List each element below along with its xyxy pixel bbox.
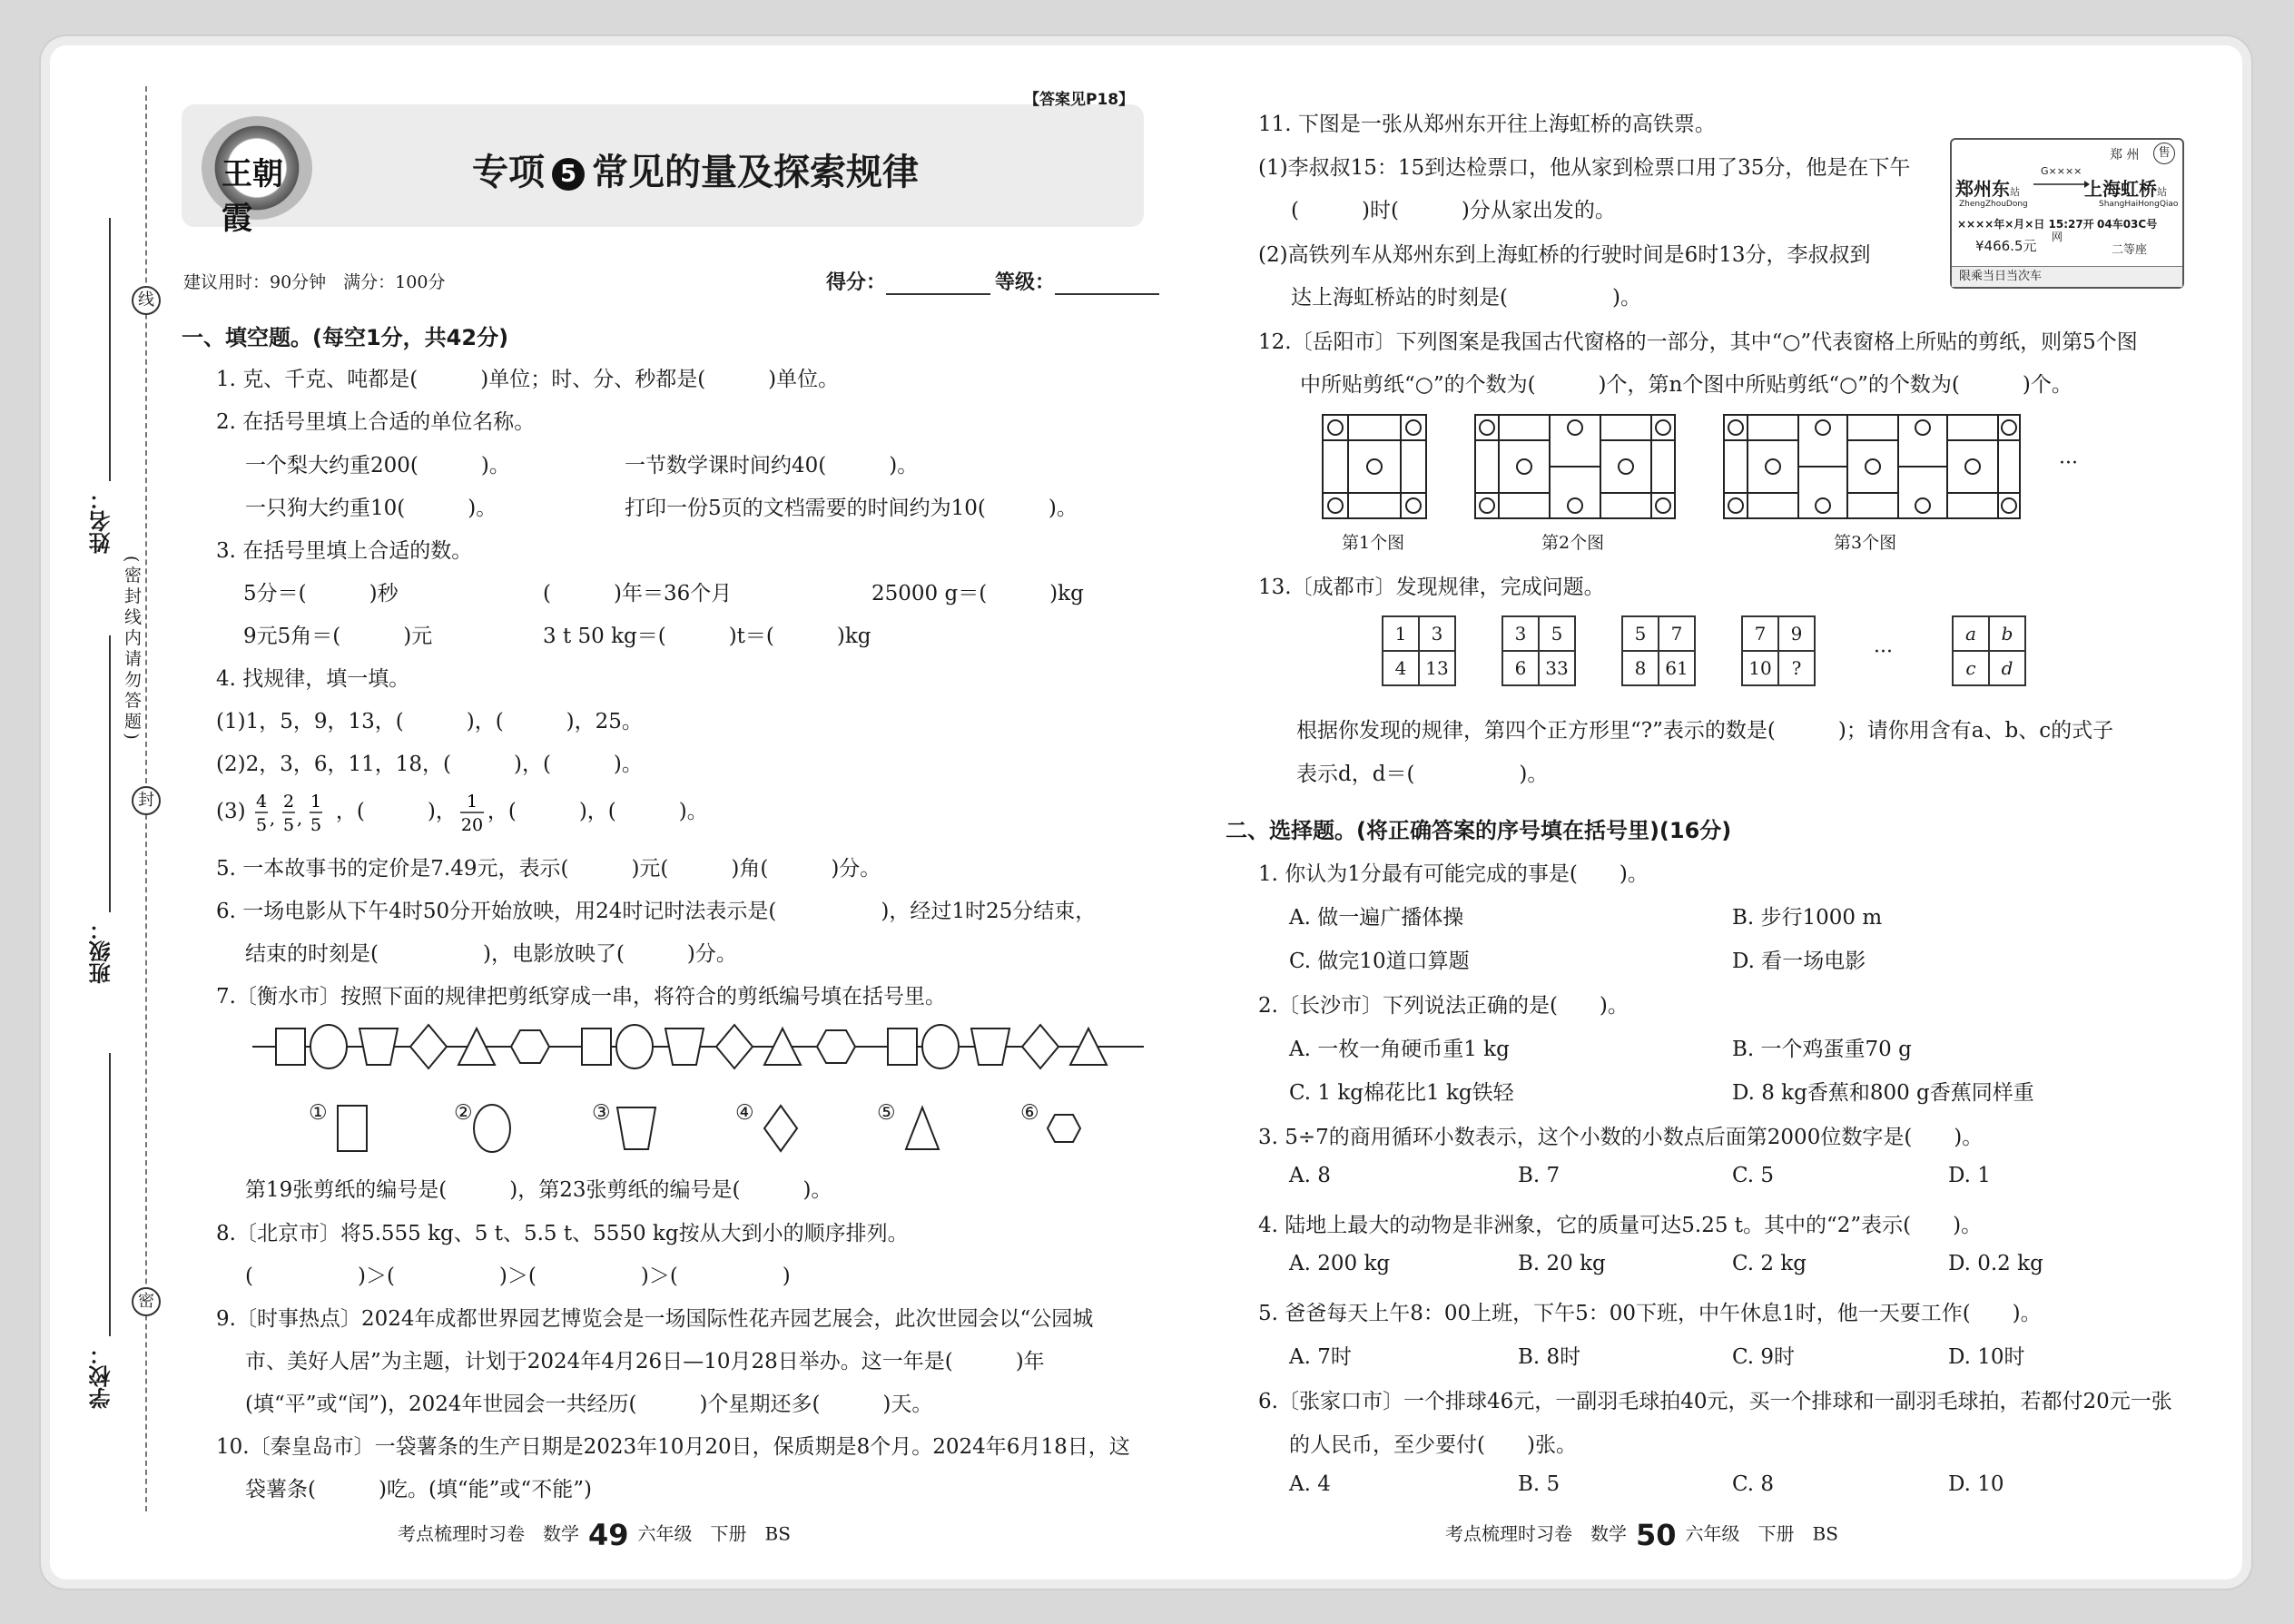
question-4: 4. 找规律，填一填。 bbox=[216, 667, 410, 691]
title-number: 5 bbox=[552, 158, 585, 191]
question-13b: 根据你发现的规律，第四个正方形里“?”表示的数是( )；请你用含有a、b、c的式子 bbox=[1296, 719, 2114, 743]
cell: 7 bbox=[1659, 616, 1695, 651]
title-prefix: 专项 bbox=[472, 152, 545, 193]
choice-4-c: C. 2 kg bbox=[1732, 1252, 1807, 1275]
cell: 5 bbox=[1622, 616, 1659, 651]
question-2d: 打印一份5页的文档需要的时间约为10( )。 bbox=[625, 497, 1078, 520]
section-choice: 二、选择题。(将正确答案的序号填在括号里)(16分) bbox=[1226, 818, 1732, 843]
option-label-2: ② bbox=[454, 1101, 473, 1125]
question-8: 8.〔北京市〕将5.555 kg、5 t、5.5 t、5550 kg按从大到小的顺序排列。 bbox=[216, 1222, 909, 1245]
cell: 1 bbox=[1383, 616, 1419, 651]
choice-5: 5. 爸爸每天上午8：00上班，下午5：00下班，中午休息1时，他一天要工作( )。 bbox=[1258, 1302, 2042, 1325]
choice-6b: 的人民币，至少要付( )张。 bbox=[1289, 1433, 1577, 1457]
option-label-4: ④ bbox=[735, 1101, 754, 1125]
question-12b: 中所贴剪纸“○”的个数为( )个，第n个图中所贴剪纸“○”的个数为( )个。 bbox=[1300, 373, 2072, 397]
choice-1: 1. 你认为1分最有可能完成的事是( )。 bbox=[1258, 862, 1649, 886]
choice-1-c: C. 做完10道口算题 bbox=[1289, 950, 1470, 973]
cell: b bbox=[1989, 616, 2025, 651]
choice-2-d: D. 8 kg香蕉和800 g香蕉同样重 bbox=[1732, 1081, 2034, 1105]
svg-text:5: 5 bbox=[255, 815, 267, 835]
question-6b: 结束的时刻是( )，电影放映了( )分。 bbox=[245, 942, 737, 966]
chain-oval bbox=[310, 1025, 347, 1068]
cell: 33 bbox=[1539, 651, 1575, 685]
choice-6-d: D. 10 bbox=[1948, 1472, 2004, 1496]
question-2c: 一只狗大约重10( )。 bbox=[245, 497, 497, 520]
svg-text:1: 1 bbox=[310, 792, 321, 812]
fraction-sequence bbox=[252, 790, 336, 835]
chain-trapezoid bbox=[359, 1029, 398, 1065]
choice-5-a: A. 7时 bbox=[1289, 1345, 1352, 1369]
footer-left-grade: 六年级 下册 BS bbox=[637, 1522, 791, 1545]
question-13c: 表示d，d＝( )。 bbox=[1296, 763, 1549, 786]
question-11d: 达上海虹桥站的时刻是( )。 bbox=[1291, 286, 1641, 310]
question-4b: (2)2，3，6，11，18，( )，( )。 bbox=[216, 753, 643, 776]
svg-text:5: 5 bbox=[282, 815, 294, 835]
question-2b: 一节数学课时间约40( )。 bbox=[625, 454, 919, 477]
cell: 4 bbox=[1383, 651, 1419, 685]
question-8b: ( )＞( )＞( )＞( ) bbox=[245, 1265, 791, 1288]
page-title bbox=[472, 143, 919, 195]
logo-text: 王朝霞 bbox=[222, 156, 283, 237]
number-square-general bbox=[1952, 615, 2026, 686]
grade-label: 等级： bbox=[995, 271, 1056, 294]
number-square-3 bbox=[1621, 615, 1696, 686]
option-label-3: ③ bbox=[592, 1101, 611, 1125]
question-3e: 3 t 50 kg＝( )t＝( )kg bbox=[543, 625, 871, 648]
choice-3-c: C. 5 bbox=[1732, 1164, 1775, 1187]
ticket-footer: 限乘当日当次车 bbox=[1952, 266, 2182, 287]
option-label-6: ⑥ bbox=[1020, 1101, 1039, 1125]
from-suffix: 站 bbox=[2010, 186, 2020, 198]
option-4-diamond bbox=[764, 1106, 797, 1151]
seal-note: (密封线内请勿答题) bbox=[122, 556, 142, 743]
option-label-5: ⑤ bbox=[877, 1101, 896, 1125]
question-13: 13.〔成都市〕发现规律，完成问题。 bbox=[1258, 576, 1605, 599]
grade-field bbox=[995, 267, 1159, 295]
question-11a: (1)李叔叔15：15到达检票口，他从家到检票口用了35分，他是在下午 bbox=[1258, 156, 1911, 180]
svg-text:2: 2 bbox=[282, 792, 294, 812]
pattern-label-3: 第3个图 bbox=[1834, 533, 1897, 553]
ticket-car: 04车03C号 bbox=[2097, 218, 2158, 231]
cell: 9 bbox=[1778, 616, 1815, 651]
q4c-suffix: ，( )，( )。 bbox=[487, 800, 708, 823]
choice-6a: 6.〔张家口市〕一个排球46元，一副羽毛球拍40元，买一个排球和一副羽毛球拍，若都付20元一张 bbox=[1258, 1390, 2172, 1413]
svg-text:,: , bbox=[296, 809, 302, 829]
question-3d: 9元5角＝( )元 bbox=[243, 625, 433, 648]
cell: 3 bbox=[1419, 616, 1455, 651]
cell: d bbox=[1989, 651, 2025, 685]
cell: 6 bbox=[1502, 651, 1539, 685]
question-11: 11. 下图是一张从郑州东开往上海虹桥的高铁票。 bbox=[1258, 113, 1716, 136]
score-field bbox=[826, 267, 990, 295]
question-5: 5. 一本故事书的定价是7.49元，表示( )元( )角( )分。 bbox=[216, 857, 881, 881]
fraction-one-twentieth bbox=[457, 790, 487, 835]
window-patterns bbox=[1321, 413, 2065, 522]
school-line bbox=[109, 1053, 111, 1336]
page-number-left: 49 bbox=[588, 1518, 629, 1552]
train-ticket bbox=[1950, 138, 2184, 289]
pattern-label-1: 第1个图 bbox=[1342, 533, 1405, 553]
arrow-icon bbox=[2033, 180, 2090, 189]
question-3: 3. 在括号里填上合适的数。 bbox=[216, 539, 473, 563]
cell: 3 bbox=[1502, 616, 1539, 651]
time-limit: 建议用时：90分钟 满分：100分 bbox=[183, 272, 446, 292]
question-3a: 5分＝( )秒 bbox=[243, 582, 399, 605]
choice-3-a: A. 8 bbox=[1289, 1164, 1331, 1187]
question-11b: ( )时( )分从家出发的。 bbox=[1291, 199, 1616, 222]
choice-6-b: B. 5 bbox=[1518, 1472, 1561, 1496]
cell: 61 bbox=[1659, 651, 1695, 685]
question-2: 2. 在括号里填上合适的单位名称。 bbox=[216, 410, 536, 434]
question-4a: (1)1，5，9，13，( )，( )，25。 bbox=[216, 710, 643, 733]
number-square-4 bbox=[1741, 615, 1816, 686]
option-label-1: ① bbox=[309, 1101, 328, 1125]
paper-cut-chain bbox=[252, 1017, 1144, 1098]
question-2a: 一个梨大约重200( )。 bbox=[245, 454, 510, 477]
choice-1-d: D. 看一场电影 bbox=[1732, 950, 1866, 973]
cell: 8 bbox=[1622, 651, 1659, 685]
svg-text:20: 20 bbox=[460, 815, 483, 835]
footer-left-label: 考点梳理时习卷 数学 bbox=[398, 1522, 579, 1545]
footer-right bbox=[1445, 1518, 1838, 1552]
question-9b: 市、美好人居”为主题，计划于2024年4月26日—10月28日举办。这一年是( )年 bbox=[245, 1350, 1045, 1373]
choice-1-a: A. 做一遍广播体操 bbox=[1289, 906, 1464, 930]
question-6a: 6. 一场电影从下午4时50分开始放映，用24时记时法表示是( )，经过1时25分结束， bbox=[216, 900, 1097, 923]
svg-text:,: , bbox=[269, 809, 275, 829]
name-line bbox=[109, 218, 111, 481]
seal-mark: 封 bbox=[132, 786, 161, 815]
footer-left bbox=[398, 1518, 791, 1552]
question-9a: 9.〔时事热点〕2024年成都世界园艺博览会是一场国际性花卉园艺展会，此次世园会以“公园城 bbox=[216, 1307, 1094, 1331]
choice-3-d: D. 1 bbox=[1948, 1164, 1991, 1187]
option-5-triangle bbox=[906, 1107, 939, 1149]
score-label: 得分： bbox=[826, 271, 887, 294]
choice-4-b: B. 20 kg bbox=[1518, 1252, 1606, 1275]
choice-5-b: B. 8时 bbox=[1518, 1345, 1581, 1369]
ticket-date: ××××年×月×日 15:27开 bbox=[1957, 218, 2094, 231]
answer-reference: 【答案见P18】 bbox=[1024, 91, 1135, 109]
choice-1-b: B. 步行1000 m bbox=[1732, 906, 1883, 930]
choice-4: 4. 陆地上最大的动物是非洲象，它的质量可达5.25 t。其中的“2”表示( )。 bbox=[1258, 1214, 1983, 1237]
square-ellipsis: ··· bbox=[1874, 641, 1893, 664]
footer-right-grade: 六年级 下册 BS bbox=[1685, 1522, 1838, 1545]
cell: a bbox=[1953, 616, 1989, 651]
section-fill-in: 一、填空题。(每空1分，共42分) bbox=[182, 325, 509, 350]
svg-text:1: 1 bbox=[466, 792, 478, 812]
option-1-rectangle bbox=[338, 1106, 367, 1151]
question-3b: ( )年＝36个月 bbox=[543, 582, 733, 605]
class-label: 班级： bbox=[89, 919, 114, 984]
title-text: 常见的量及探索规律 bbox=[592, 152, 919, 193]
question-10a: 10.〔秦皇岛市〕一袋薯条的生产日期是2023年10月20日，保质期是8个月。2024年6月18日，这 bbox=[216, 1435, 1130, 1459]
choice-5-c: C. 9时 bbox=[1732, 1345, 1796, 1369]
ticket-top-right: 郑 州 bbox=[2110, 148, 2140, 162]
close-mark: 密 bbox=[132, 1287, 161, 1316]
ticket-from bbox=[1955, 174, 2020, 201]
choice-2-a: A. 一枚一角硬币重1 kg bbox=[1289, 1038, 1510, 1061]
svg-text:4: 4 bbox=[255, 792, 267, 812]
to-station: 上海虹桥 bbox=[2084, 178, 2157, 200]
school-label: 学校： bbox=[89, 1343, 114, 1409]
q4c-middle: ，( )， bbox=[335, 800, 457, 823]
choice-2-b: B. 一个鸡蛋重70 g bbox=[1732, 1038, 1912, 1061]
choice-5-d: D. 10时 bbox=[1948, 1345, 2025, 1369]
pattern-ellipsis: ··· bbox=[2059, 452, 2078, 475]
paper-cut-options bbox=[300, 1098, 1098, 1162]
chain-hexagon bbox=[511, 1030, 549, 1063]
number-square-1 bbox=[1382, 615, 1456, 686]
cell: 10 bbox=[1742, 651, 1778, 685]
publisher-logo bbox=[202, 116, 312, 237]
name-label: 姓名： bbox=[89, 488, 114, 554]
question-4c bbox=[216, 790, 708, 835]
ticket-net: 网 bbox=[2052, 231, 2063, 243]
pattern-label-2: 第2个图 bbox=[1541, 533, 1605, 553]
number-square-2 bbox=[1501, 615, 1576, 686]
choice-6-c: C. 8 bbox=[1732, 1472, 1775, 1496]
cell: c bbox=[1953, 651, 1989, 685]
choice-3-b: B. 7 bbox=[1518, 1164, 1561, 1187]
cell: 13 bbox=[1419, 651, 1455, 685]
choice-4-d: D. 0.2 kg bbox=[1948, 1252, 2043, 1275]
cell: ? bbox=[1778, 651, 1815, 685]
ticket-price: ¥466.5元 bbox=[1975, 238, 2037, 254]
class-line bbox=[109, 635, 111, 912]
chain-rectangle bbox=[276, 1029, 305, 1065]
option-2-oval bbox=[474, 1105, 510, 1152]
footer-right-label: 考点梳理时习卷 数学 bbox=[1445, 1522, 1627, 1545]
question-10b: 袋薯条( )吃。(填“能”或“不能”) bbox=[245, 1478, 592, 1501]
ticket-train: G×××× bbox=[2041, 165, 2082, 177]
option-6-hexagon bbox=[1048, 1115, 1080, 1142]
to-suffix: 站 bbox=[2157, 186, 2167, 198]
page-number-right: 50 bbox=[1636, 1518, 1677, 1552]
q4c-prefix: (3) bbox=[216, 800, 246, 823]
choice-6-a: A. 4 bbox=[1289, 1472, 1331, 1496]
question-1: 1. 克、千克、吨都是( )单位；时、分、秒都是( )单位。 bbox=[216, 368, 840, 391]
question-7b: 第19张剪纸的编号是( )，第23张剪纸的编号是( )。 bbox=[245, 1178, 832, 1202]
from-pinyin: ZhengZhouDong bbox=[1959, 200, 2028, 209]
question-9c: (填“平”或“闰”)，2024年世园会一共经历( )个星期还多( )天。 bbox=[245, 1393, 933, 1416]
ticket-to bbox=[2084, 174, 2167, 201]
from-station: 郑州东 bbox=[1955, 178, 2010, 200]
to-pinyin: ShangHaiHongQiao bbox=[2099, 200, 2179, 209]
choice-2-c: C. 1 kg棉花比1 kg铁轻 bbox=[1289, 1081, 1514, 1105]
ticket-stamp: 售 bbox=[2153, 143, 2175, 164]
ticket-seat: 二等座 bbox=[2112, 243, 2148, 257]
choice-4-a: A. 200 kg bbox=[1289, 1252, 1391, 1275]
question-7: 7.〔衡水市〕按照下面的规律把剪纸穿成一串，将符合的剪纸编号填在括号里。 bbox=[216, 985, 946, 1009]
cell: 5 bbox=[1539, 616, 1575, 651]
question-3c: 25000 g＝( )kg bbox=[871, 582, 1084, 605]
question-12a: 12.〔岳阳市〕下列图案是我国古代窗格的一部分，其中“○”代表窗格上所贴的剪纸，则第5个图 bbox=[1258, 330, 2138, 354]
choice-2: 2.〔长沙市〕下列说法正确的是( )。 bbox=[1258, 994, 1629, 1018]
choice-3: 3. 5÷7的商用循环小数表示，这个小数的小数点后面第2000位数字是( )。 bbox=[1258, 1126, 1984, 1149]
question-11c: (2)高铁列车从郑州东到上海虹桥的行驶时间是6时13分，李叔叔到 bbox=[1258, 243, 1871, 267]
chain-diamond bbox=[410, 1025, 447, 1068]
line-mark: 线 bbox=[132, 286, 161, 315]
option-3-trapezoid bbox=[617, 1107, 655, 1149]
cell: 7 bbox=[1742, 616, 1778, 651]
svg-text:5: 5 bbox=[310, 815, 321, 835]
